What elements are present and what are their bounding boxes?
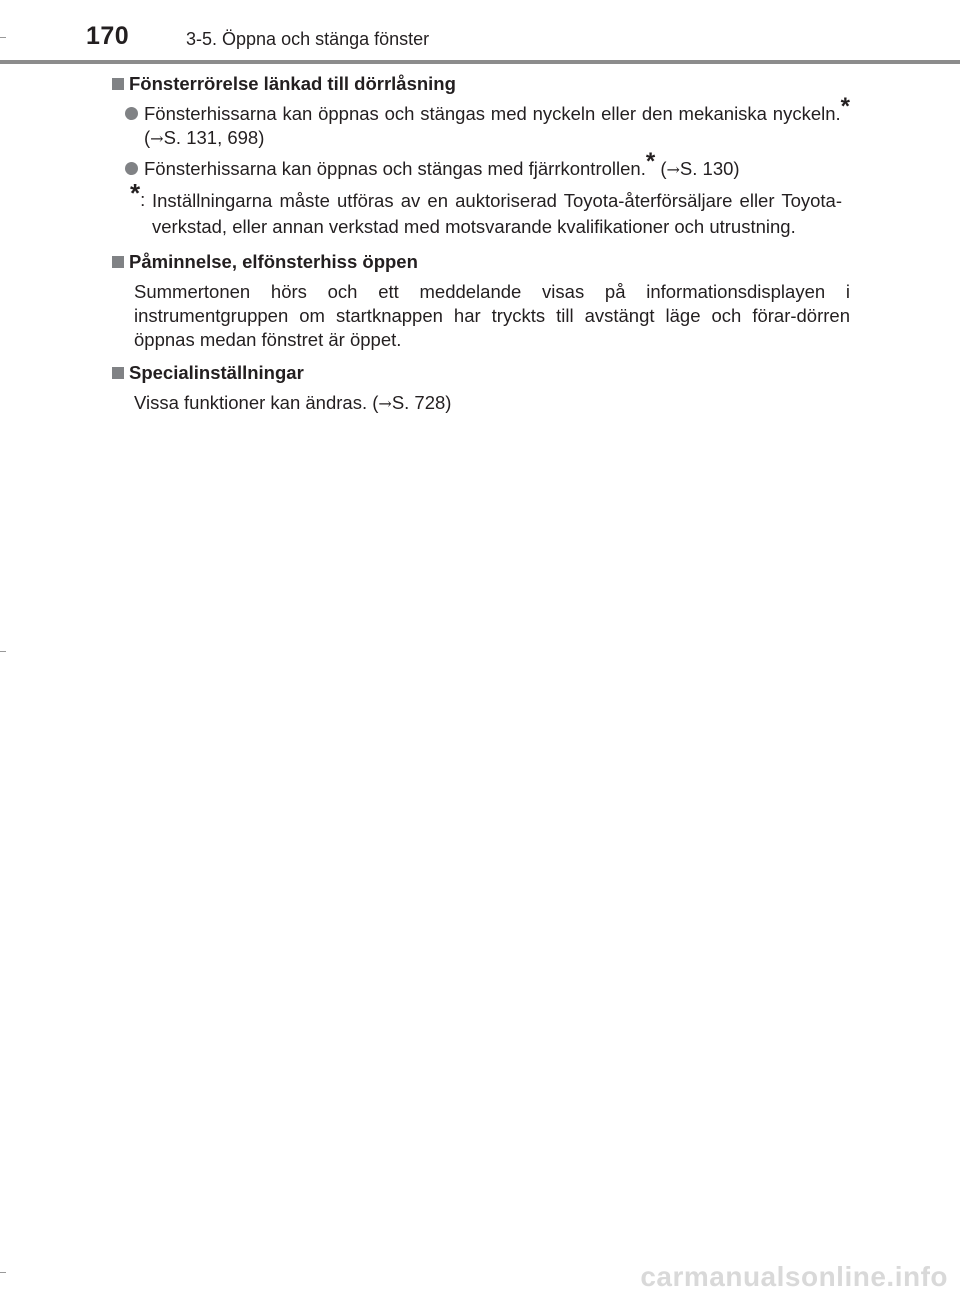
ref-open: ( [144, 127, 151, 148]
section-window-open-reminder [112, 250, 850, 352]
footnote-colon: : [140, 189, 146, 210]
footnote-text: Inställningarna måste utföras av en auktoriserad Toyota-återförsäljare eller Toyota-verkstad, eller annan verkstad med motsvarande kvalifikationer och utrustning. [152, 190, 842, 237]
list-item-body: Fönsterhissarna kan öppnas och stängas med fjärrkontrollen. [144, 158, 646, 179]
section-heading [112, 361, 850, 385]
page-reference-link[interactable]: S. 130) [679, 158, 740, 179]
section-heading-text: Fönsterrörelse länkad till dörrlåsning [129, 73, 456, 94]
footnote-asterisk: * [645, 148, 656, 175]
crop-mark [0, 1272, 6, 1273]
list-item-text [144, 148, 850, 182]
crop-mark [0, 651, 6, 652]
square-bullet-icon [112, 367, 124, 379]
round-bullet-icon [125, 107, 138, 120]
ref-open: ( [655, 158, 667, 179]
section-title: 3-5. Öppna och stänga fönster [186, 29, 430, 49]
section-customization [112, 361, 850, 416]
section-heading-text: Påminnelse, elfönsterhiss öppen [129, 251, 418, 272]
page-reference-link[interactable]: S. 728) [391, 392, 452, 413]
footnote-asterisk: * [130, 178, 141, 208]
list-item-body: Fönsterhissarna kan öppnas och stängas med nyckeln eller den mekaniska nyckeln. [144, 103, 841, 124]
page-reference-link[interactable]: S. 131, 698) [163, 127, 265, 148]
page-number: 170 [86, 22, 130, 50]
section-body-text: Summertonen hörs och ett meddelande visas på informationsdisplayen i instrumentgruppen om startknappen har tryckts till avstängt läge och förar-dörren öppnas medan fönstret är öppet. [134, 281, 850, 350]
page-header [0, 0, 960, 64]
footnote [112, 178, 850, 240]
square-bullet-icon [112, 256, 124, 268]
section-body-intro: Vissa funktioner kan ändras. ( [134, 392, 379, 413]
arrow-icon: → [378, 394, 392, 413]
arrow-icon: → [666, 160, 680, 179]
arrow-icon: → [150, 129, 164, 148]
section-body-text [134, 391, 850, 416]
crop-mark [0, 37, 6, 38]
section-heading [112, 72, 850, 96]
list-item-text [144, 93, 850, 151]
list-item [112, 148, 850, 182]
watermark-text: carmanualsonline.info [640, 1261, 948, 1292]
list-item [112, 93, 850, 151]
square-bullet-icon [112, 78, 124, 90]
section-heading [112, 250, 850, 274]
footnote-mark [112, 178, 152, 212]
footnote-asterisk: * [840, 93, 850, 120]
section-window-door-lock [112, 72, 850, 240]
header-rule [0, 60, 960, 64]
page-content [112, 72, 850, 425]
section-heading-text: Specialinställningar [129, 362, 304, 383]
round-bullet-icon [125, 162, 138, 175]
